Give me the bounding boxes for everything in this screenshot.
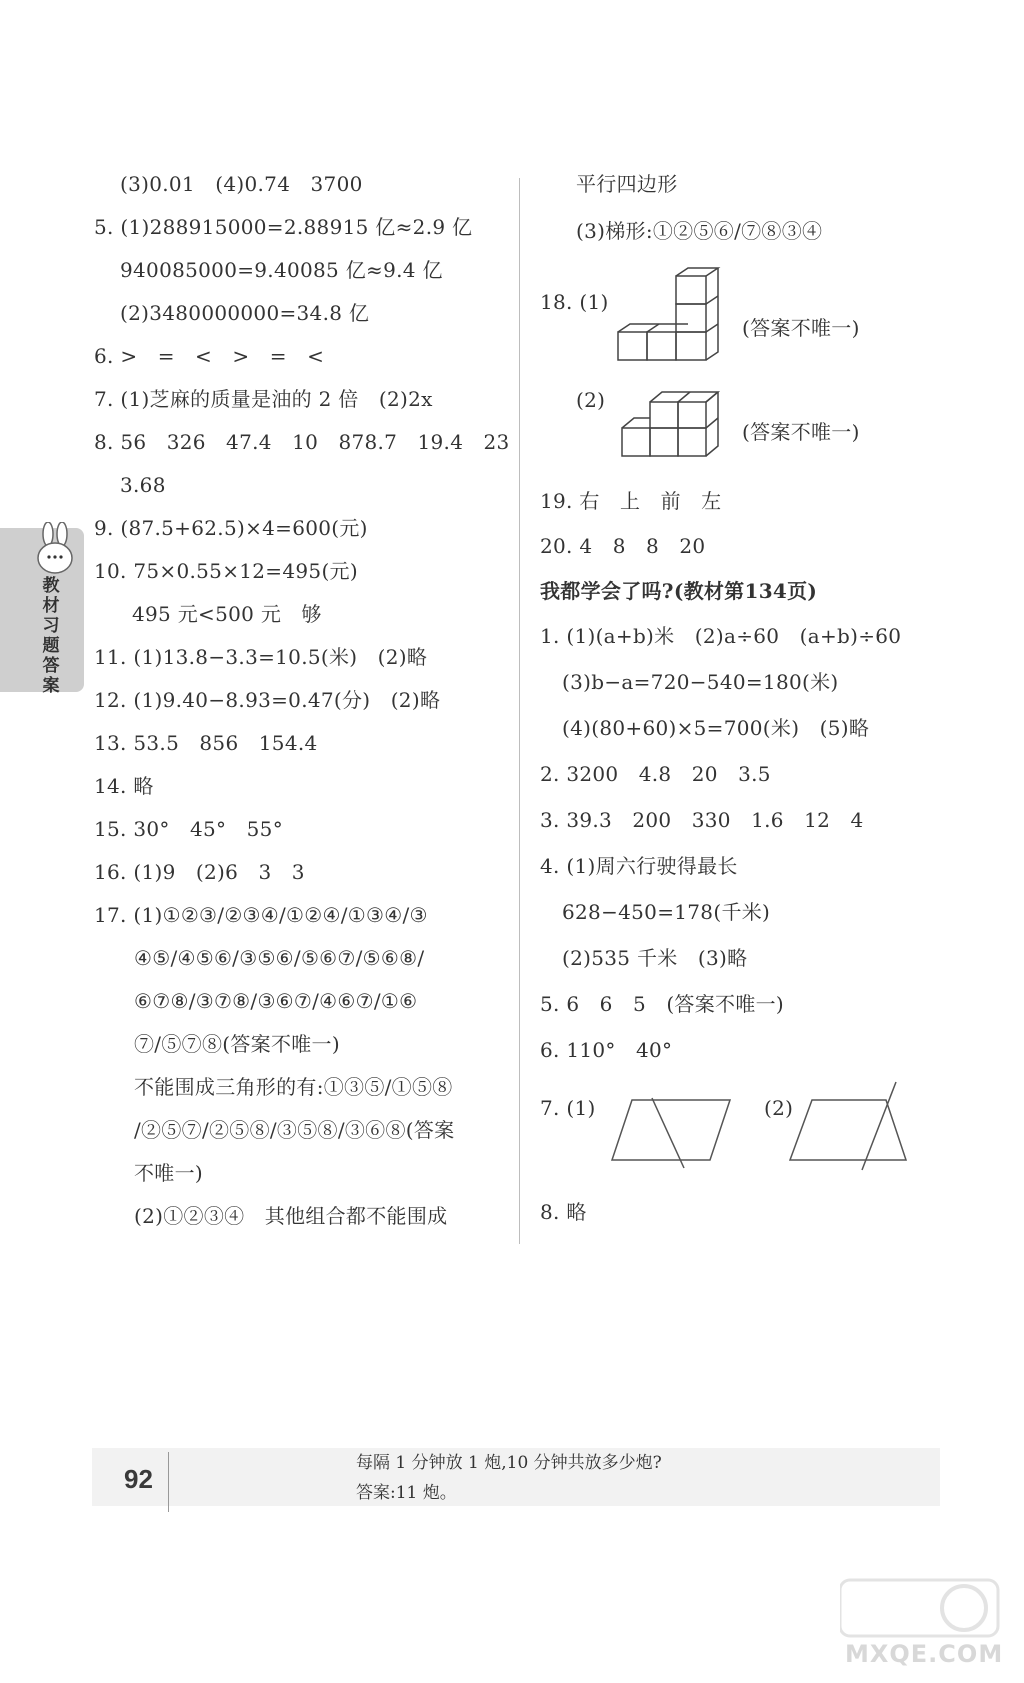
- watermark-text: MXQE.COM: [845, 1640, 1004, 1668]
- answer-note: (答案不唯一): [742, 420, 860, 444]
- answer-line: ⑦/⑤⑦⑧(答案不唯一): [134, 1032, 340, 1056]
- answer-line: 5. (1)288915000=2.88915 亿≈2.9 亿: [94, 215, 473, 239]
- answer-line: 17. (1)①②③/②③④/①②④/①③④/③: [94, 903, 428, 927]
- footer-answer: 答案:11 炮。: [356, 1483, 457, 1503]
- answer-line: 20. 4 8 8 20: [540, 534, 706, 558]
- answer-line: (3)b−a=720−540=180(米): [562, 670, 839, 694]
- section-title: 我都学会了吗?(教材第134页): [540, 579, 818, 603]
- answer-line: (3)梯形:①②⑤⑥/⑦⑧③④: [576, 219, 823, 243]
- column-divider: [519, 178, 520, 1244]
- answer-line: 8. 56 326 47.4 10 878.7 19.4 23: [94, 430, 510, 454]
- answer-line: 9. (87.5+62.5)×4=600(元): [94, 516, 368, 540]
- answer-line: (2)535 千米 (3)略: [562, 946, 748, 970]
- answer-line: (4)(80+60)×5=700(米) (5)略: [562, 716, 870, 740]
- answer-line: 495 元<500 元 够: [132, 602, 322, 626]
- answer-note: (答案不唯一): [742, 316, 860, 340]
- answer-line: 不能围成三角形的有:①③⑤/①⑤⑧: [134, 1075, 453, 1099]
- answer-line: 15. 30° 45° 55°: [94, 817, 284, 841]
- side-tab: [0, 528, 84, 696]
- watermark-logo-icon: [840, 1574, 1000, 1640]
- answer-line: 13. 53.5 856 154.4: [94, 731, 318, 755]
- question-7-part2: (2): [764, 1096, 794, 1120]
- answer-line: ④⑤/④⑤⑥/③⑤⑥/⑤⑥⑦/⑤⑥⑧/: [134, 946, 425, 970]
- answer-line: /②⑤⑦/②⑤⑧/③⑤⑧/③⑥⑧(答案: [134, 1118, 455, 1142]
- answer-line: 7. (1)芝麻的质量是油的 2 倍 (2)2x: [94, 387, 433, 411]
- cube-figure-1: [618, 268, 722, 364]
- answer-line: 4. (1)周六行驶得最长: [540, 854, 738, 878]
- answer-line: 940085000=9.40085 亿≈9.4 亿: [120, 258, 443, 282]
- answer-line: 19. 右 上 前 左: [540, 489, 722, 513]
- answer-line: 不唯一): [134, 1161, 204, 1185]
- answer-line: 6. 110° 40°: [540, 1038, 673, 1062]
- answer-line: 3.68: [120, 473, 166, 497]
- parallelogram-figure-2: [790, 1082, 910, 1172]
- answer-line: 1. (1)(a+b)米 (2)a÷60 (a+b)÷60: [540, 624, 902, 648]
- footer-divider: [168, 1452, 169, 1512]
- question-18-part2: (2): [576, 388, 606, 412]
- answer-line: 628−450=178(千米): [562, 900, 771, 924]
- answer-line: 16. (1)9 (2)6 3 3: [94, 860, 305, 884]
- answer-line: (2)①②③④ 其他组合都不能围成: [134, 1204, 448, 1228]
- answer-line: 11. (1)13.8−3.3=10.5(米) (2)略: [94, 645, 428, 669]
- footer-question: 每隔 1 分钟放 1 炮,10 分钟共放多少炮?: [356, 1453, 662, 1473]
- answer-line: 10. 75×0.55×12=495(元): [94, 559, 358, 583]
- answer-line: (2)3480000000=34.8 亿: [120, 301, 370, 325]
- answer-line: 3. 39.3 200 330 1.6 12 4: [540, 808, 864, 832]
- answer-line: 8. 略: [540, 1200, 587, 1224]
- question-7-label: 7. (1): [540, 1096, 596, 1120]
- answer-line: 6. > = < > = <: [94, 344, 325, 368]
- answer-line: 平行四边形: [576, 172, 678, 196]
- cube-figure-2: [620, 388, 730, 468]
- side-tab-label: 教材习题答案: [42, 576, 60, 696]
- parallelogram-figure-1: [612, 1092, 732, 1172]
- page-number: 92: [124, 1464, 153, 1494]
- bunny-icon: [30, 522, 80, 578]
- answer-line: 12. (1)9.40−8.93=0.47(分) (2)略: [94, 688, 441, 712]
- answer-line: ⑥⑦⑧/③⑦⑧/③⑥⑦/④⑥⑦/①⑥: [134, 989, 418, 1013]
- answer-line: 5. 6 6 5 (答案不唯一): [540, 992, 785, 1016]
- question-18-label: 18. (1): [540, 290, 609, 314]
- answer-line: 14. 略: [94, 774, 154, 798]
- answer-line: 2. 3200 4.8 20 3.5: [540, 762, 771, 786]
- answer-line: (3)0.01 (4)0.74 3700: [120, 172, 363, 196]
